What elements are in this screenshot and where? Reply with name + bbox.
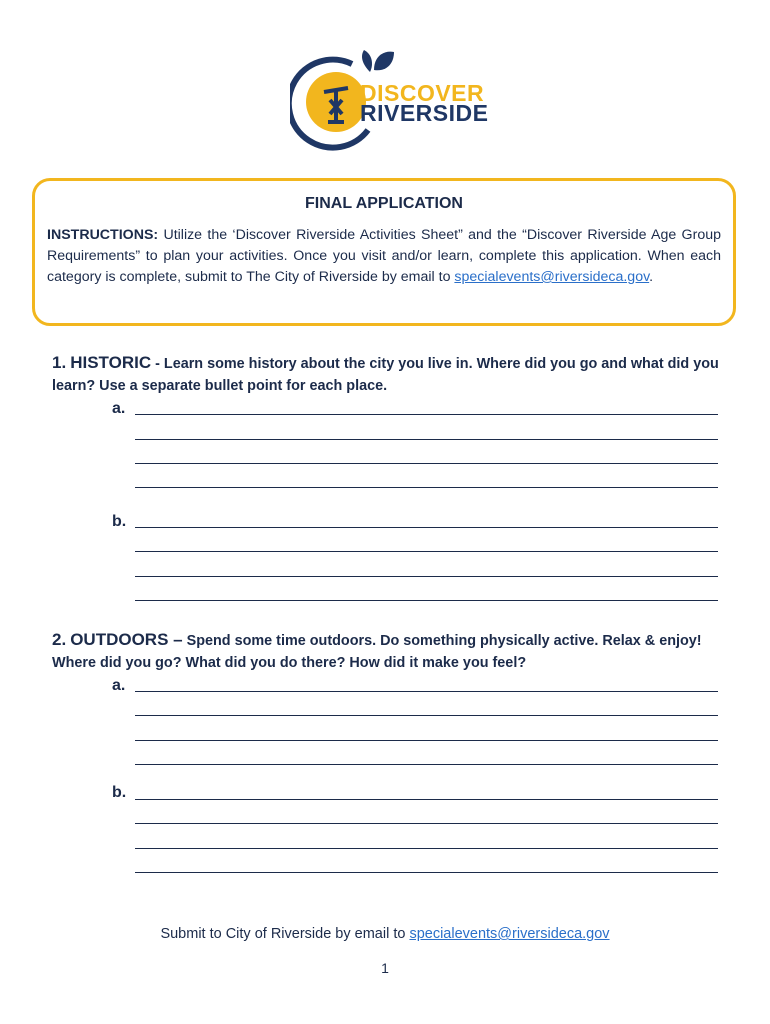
instructions-label: INSTRUCTIONS: bbox=[47, 227, 159, 243]
answer-line[interactable] bbox=[135, 576, 718, 577]
answer-line[interactable] bbox=[135, 872, 718, 873]
answer-line[interactable] bbox=[135, 740, 718, 741]
answer-line[interactable] bbox=[135, 691, 718, 692]
email-link[interactable]: specialevents@riversideca.gov bbox=[454, 269, 650, 285]
footer-text: Submit to City of Riverside by email to bbox=[160, 926, 410, 942]
answer-line[interactable] bbox=[135, 799, 718, 800]
instructions-text: Utilize the ‘Discover Riverside Activities Sheet” and the “Discover Riverside Age Group Requirements” to plan your activities. Once you visit and/or learn, complete this application. When each category is complete, submit to The City of Riverside by email to bbox=[47, 227, 721, 285]
section-prompt: Spend some time outdoors. Do something physically active. Relax & enjoy! Where did you go? What did you do there? How did it make you feel? bbox=[52, 633, 702, 671]
section-name: OUTDOORS – bbox=[70, 630, 183, 649]
section-name: HISTORIC bbox=[70, 353, 152, 372]
instructions-paragraph bbox=[47, 225, 721, 288]
logo-text-riverside: RIVERSIDE bbox=[360, 100, 489, 126]
footer-email-link[interactable]: specialevents@riversideca.gov bbox=[409, 926, 610, 942]
logo-text-discover: DISCOVER bbox=[360, 80, 485, 106]
footer bbox=[0, 926, 770, 942]
answer-line[interactable] bbox=[135, 715, 718, 716]
page-number: 1 bbox=[381, 960, 389, 976]
item-label-b: b. bbox=[112, 784, 127, 801]
answer-line[interactable] bbox=[135, 823, 718, 824]
answer-line[interactable] bbox=[135, 551, 718, 552]
section-heading bbox=[52, 629, 732, 674]
answer-line[interactable] bbox=[135, 439, 718, 440]
item-label-a: a. bbox=[112, 400, 126, 417]
section-number: 1. bbox=[52, 353, 67, 372]
answer-line[interactable] bbox=[135, 414, 718, 415]
answer-line[interactable] bbox=[135, 463, 718, 464]
instructions-period: . bbox=[649, 269, 654, 285]
answer-line[interactable] bbox=[135, 764, 718, 765]
form-title: FINAL APPLICATION bbox=[305, 195, 463, 212]
section-prompt: - Learn some history about the city you live in. Where did you go and what did you learn? Use a separate bullet point for each place. bbox=[52, 356, 719, 394]
item-label-a: a. bbox=[112, 677, 126, 694]
instructions-box bbox=[32, 178, 736, 326]
discover-riverside-logo bbox=[290, 42, 490, 152]
section-heading bbox=[52, 352, 732, 397]
answer-line[interactable] bbox=[135, 487, 718, 488]
item-label-b: b. bbox=[112, 513, 127, 530]
answer-line[interactable] bbox=[135, 600, 718, 601]
answer-line[interactable] bbox=[135, 848, 718, 849]
section-historic bbox=[52, 352, 732, 397]
section-outdoors bbox=[52, 629, 732, 674]
section-number: 2. bbox=[52, 630, 67, 649]
answer-line[interactable] bbox=[135, 527, 718, 528]
